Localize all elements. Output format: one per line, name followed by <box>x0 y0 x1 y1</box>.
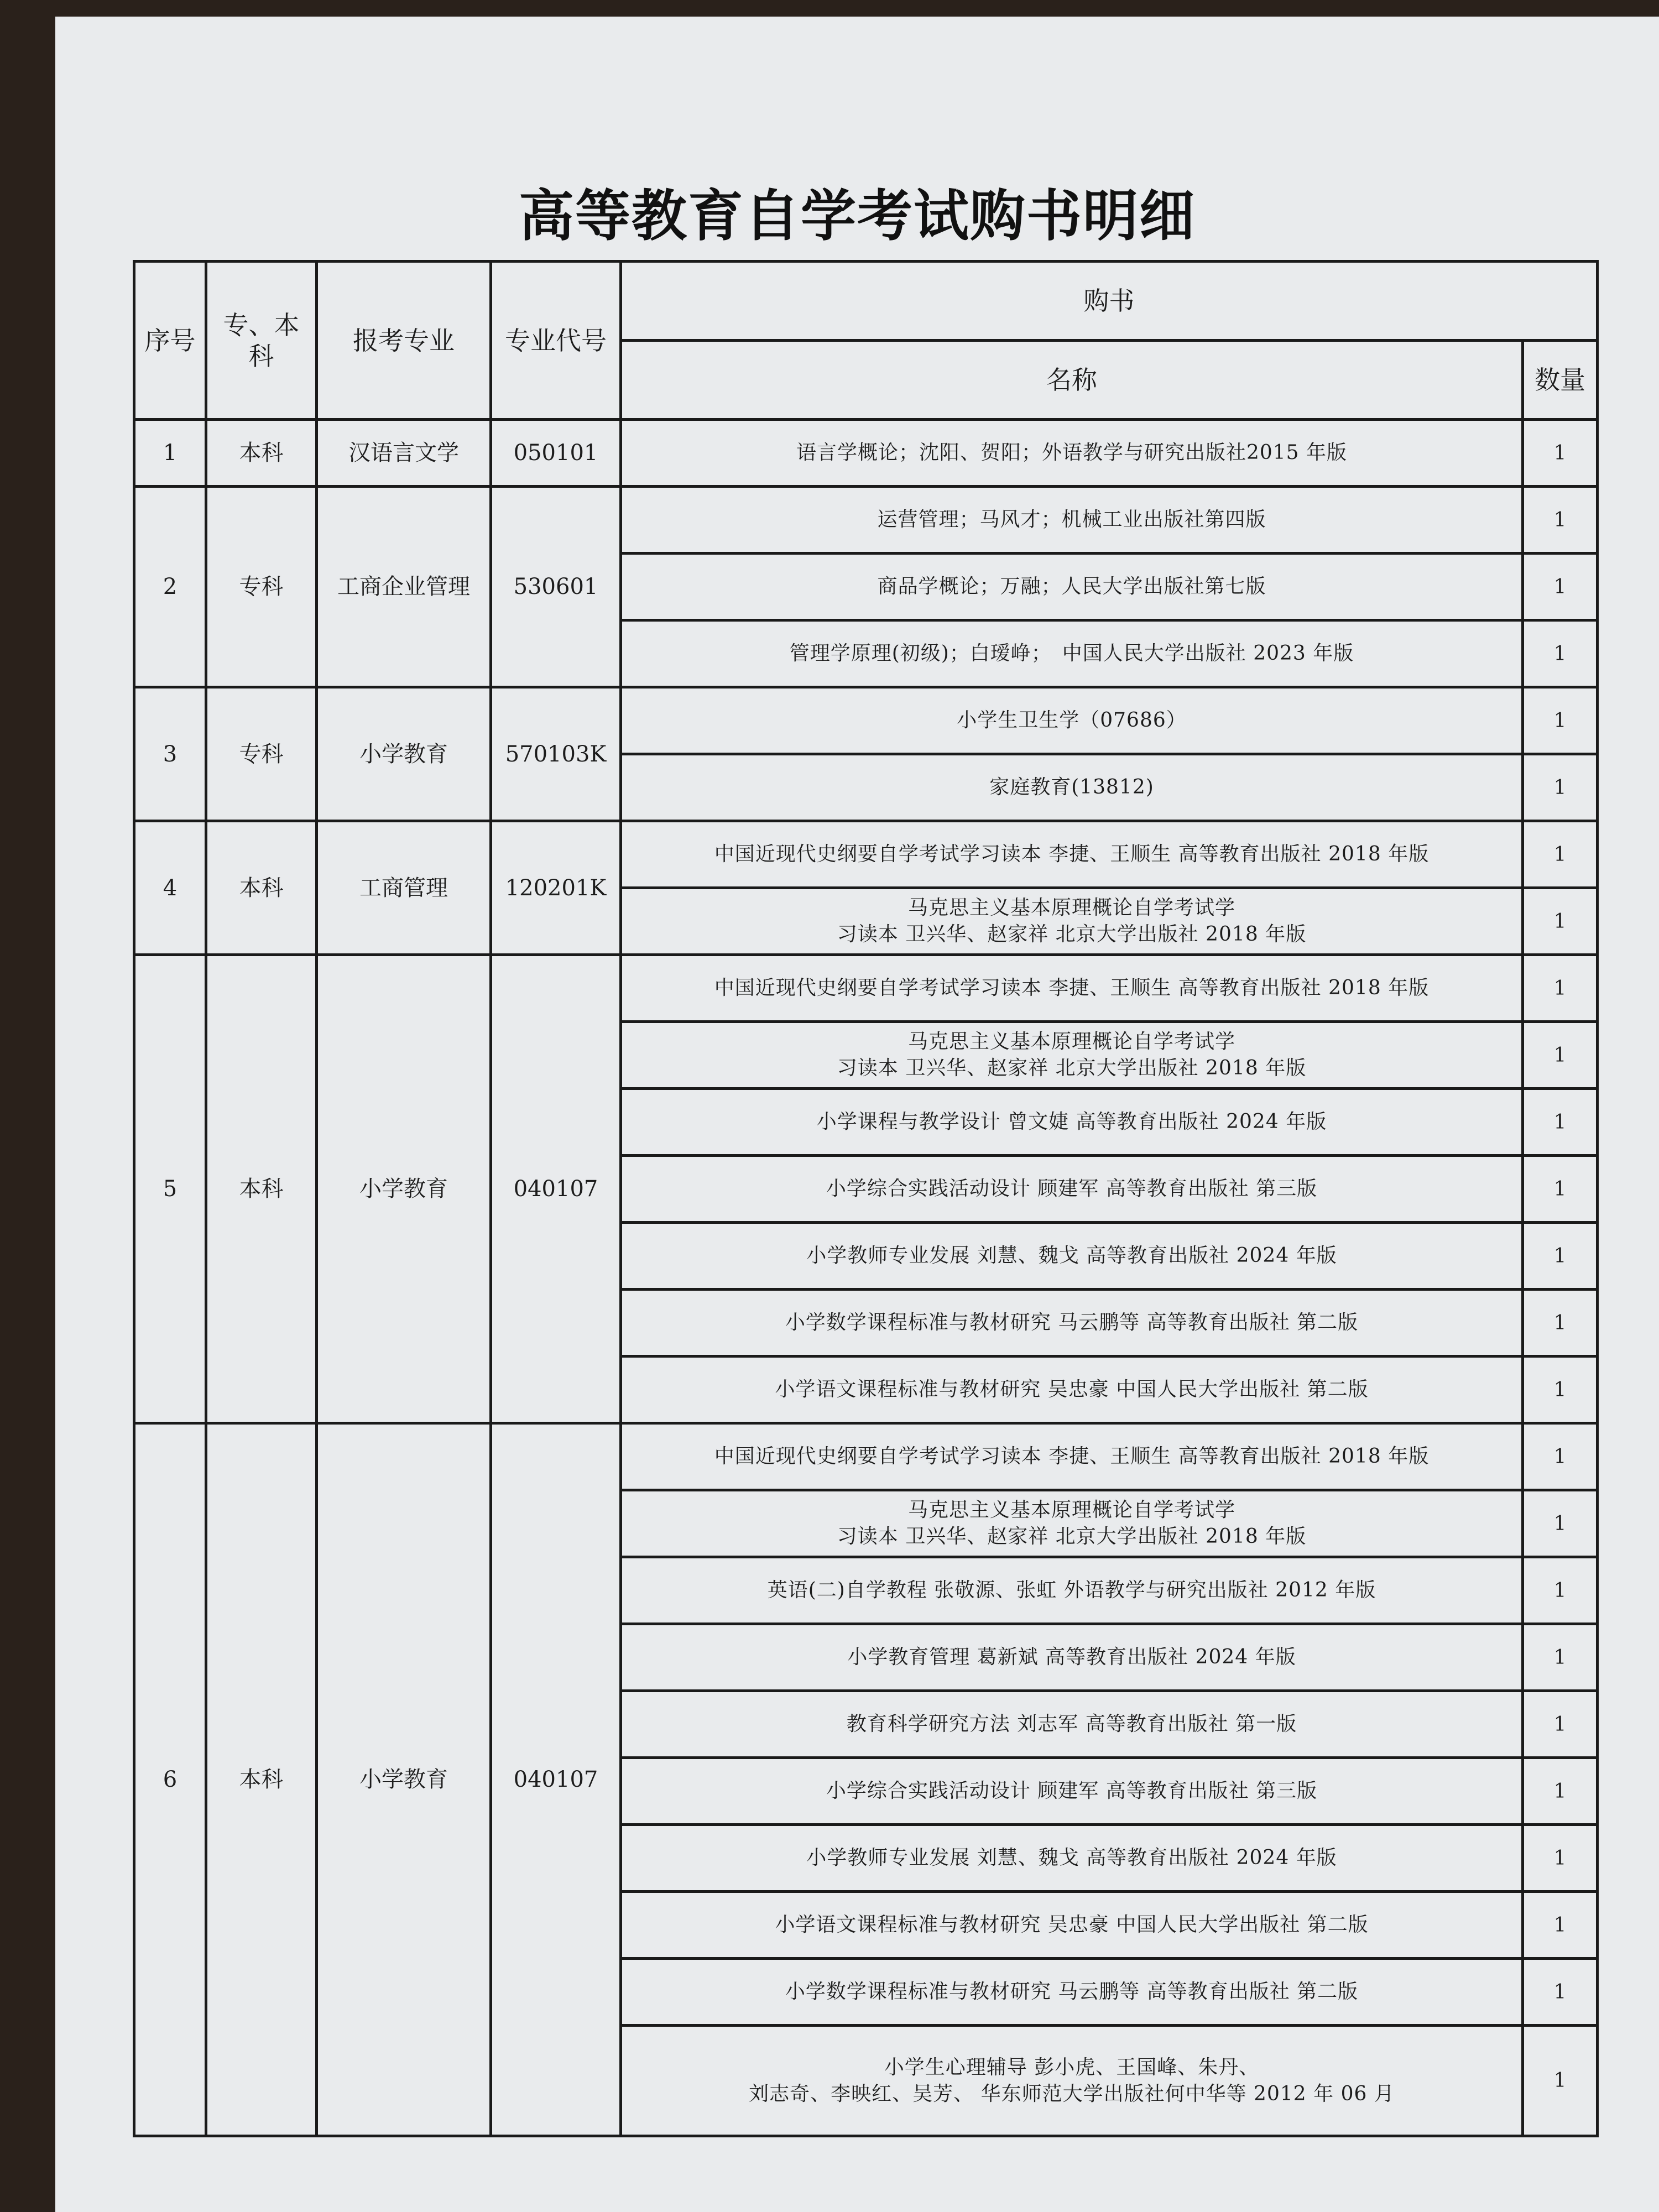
code-cell: 120201K <box>491 821 621 955</box>
book-qty-cell: 1 <box>1523 1156 1598 1223</box>
book-name-cell: 小学综合实践活动设计 顾建军 高等教育出版社 第三版 <box>621 1758 1523 1825</box>
book-qty-cell: 1 <box>1523 1022 1598 1089</box>
book-qty-cell: 1 <box>1523 420 1598 487</box>
book-name-cell: 小学教师专业发展 刘慧、魏戈 高等教育出版社 2024 年版 <box>621 1223 1523 1290</box>
book-qty-cell: 1 <box>1523 1758 1598 1825</box>
book-qty-cell: 1 <box>1523 1423 1598 1490</box>
book-name-cell: 中国近现代史纲要自学考试学习读本 李捷、王顺生 高等教育出版社 2018 年版 <box>621 1423 1523 1490</box>
level-cell: 专科 <box>206 487 317 687</box>
book-qty-cell: 1 <box>1523 2026 1598 2136</box>
major-cell: 小学教育 <box>317 1423 491 2136</box>
table-body <box>134 420 1598 2136</box>
book-name-cell: 小学生卫生学（07686） <box>621 687 1523 754</box>
seq-cell: 4 <box>134 821 206 955</box>
level-cell: 本科 <box>206 955 317 1423</box>
book-name-cell: 商品学概论；万融；人民大学出版社第七版 <box>621 554 1523 620</box>
book-name-cell: 小学综合实践活动设计 顾建军 高等教育出版社 第三版 <box>621 1156 1523 1223</box>
major-cell: 汉语言文学 <box>317 420 491 487</box>
level-cell: 本科 <box>206 420 317 487</box>
seq-cell: 2 <box>134 487 206 687</box>
table-row <box>134 955 1598 1022</box>
table-row <box>134 420 1598 487</box>
book-qty-cell: 1 <box>1523 1290 1598 1357</box>
book-name-cell: 马克思主义基本原理概论自学考试学 习读本 卫兴华、赵家祥 北京大学出版社 2018 年版 <box>621 888 1523 955</box>
major-cell: 工商企业管理 <box>317 487 491 687</box>
major-cell: 小学教育 <box>317 955 491 1423</box>
book-qty-cell: 1 <box>1523 1490 1598 1557</box>
book-qty-cell: 1 <box>1523 1825 1598 1892</box>
header-major: 报考专业 <box>317 262 491 420</box>
book-name-cell: 小学语文课程标准与教材研究 吴忠豪 中国人民大学出版社 第二版 <box>621 1357 1523 1423</box>
book-name-cell: 小学生心理辅导 彭小虎、王国峰、朱丹、 刘志奇、李映红、吴芳、 华东师范大学出版社何中华等 2012 年 06 月 <box>621 2026 1523 2136</box>
level-cell: 本科 <box>206 1423 317 2136</box>
book-qty-cell: 1 <box>1523 1557 1598 1624</box>
book-qty-cell: 1 <box>1523 620 1598 687</box>
major-cell: 工商管理 <box>317 821 491 955</box>
book-qty-cell: 1 <box>1523 1223 1598 1290</box>
book-name-cell: 小学教师专业发展 刘慧、魏戈 高等教育出版社 2024 年版 <box>621 1825 1523 1892</box>
book-qty-cell: 1 <box>1523 888 1598 955</box>
seq-cell: 5 <box>134 955 206 1423</box>
seq-cell: 3 <box>134 687 206 821</box>
book-qty-cell: 1 <box>1523 554 1598 620</box>
book-name-cell: 小学教育管理 葛新斌 高等教育出版社 2024 年版 <box>621 1624 1523 1691</box>
book-name-cell: 小学数学课程标准与教材研究 马云鹏等 高等教育出版社 第二版 <box>621 1290 1523 1357</box>
book-qty-cell: 1 <box>1523 1959 1598 2026</box>
book-name-cell: 中国近现代史纲要自学考试学习读本 李捷、王顺生 高等教育出版社 2018 年版 <box>621 955 1523 1022</box>
book-qty-cell: 1 <box>1523 1892 1598 1959</box>
book-purchase-table <box>133 260 1599 2137</box>
book-qty-cell: 1 <box>1523 487 1598 554</box>
book-name-cell: 马克思主义基本原理概论自学考试学 习读本 卫兴华、赵家祥 北京大学出版社 2018 年版 <box>621 1490 1523 1557</box>
book-name-cell: 语言学概论；沈阳、贺阳；外语教学与研究出版社2015 年版 <box>621 420 1523 487</box>
book-name-cell: 家庭教育(13812) <box>621 754 1523 821</box>
book-name-cell: 小学课程与教学设计 曾文婕 高等教育出版社 2024 年版 <box>621 1089 1523 1156</box>
seq-cell: 6 <box>134 1423 206 2136</box>
code-cell: 530601 <box>491 487 621 687</box>
book-name-cell: 小学语文课程标准与教材研究 吴忠豪 中国人民大学出版社 第二版 <box>621 1892 1523 1959</box>
header-seq: 序号 <box>134 262 206 420</box>
book-qty-cell: 1 <box>1523 955 1598 1022</box>
book-qty-cell: 1 <box>1523 1691 1598 1758</box>
header-level: 专、本科 <box>206 262 317 420</box>
book-name-cell: 管理学原理(初级)；白瑷峥； 中国人民大学出版社 2023 年版 <box>621 620 1523 687</box>
document-title: 高等教育自学考试购书明细 <box>519 184 1196 248</box>
table-row <box>134 687 1598 754</box>
book-name-cell: 教育科学研究方法 刘志军 高等教育出版社 第一版 <box>621 1691 1523 1758</box>
book-name-cell: 运营管理；马风才；机械工业出版社第四版 <box>621 487 1523 554</box>
header-purchase: 购书 <box>621 262 1598 341</box>
book-qty-cell: 1 <box>1523 754 1598 821</box>
book-name-cell: 中国近现代史纲要自学考试学习读本 李捷、王顺生 高等教育出版社 2018 年版 <box>621 821 1523 888</box>
level-cell: 本科 <box>206 821 317 955</box>
header-book-qty: 数量 <box>1523 341 1598 420</box>
header-code: 专业代号 <box>491 262 621 420</box>
table-row <box>134 1423 1598 1490</box>
table-row <box>134 821 1598 888</box>
code-cell: 050101 <box>491 420 621 487</box>
book-name-cell: 小学数学课程标准与教材研究 马云鹏等 高等教育出版社 第二版 <box>621 1959 1523 2026</box>
level-cell: 专科 <box>206 687 317 821</box>
table-row <box>134 487 1598 554</box>
book-name-cell: 马克思主义基本原理概论自学考试学 习读本 卫兴华、赵家祥 北京大学出版社 2018 年版 <box>621 1022 1523 1089</box>
book-name-cell: 英语(二)自学教程 张敬源、张虹 外语教学与研究出版社 2012 年版 <box>621 1557 1523 1624</box>
book-qty-cell: 1 <box>1523 821 1598 888</box>
code-cell: 040107 <box>491 1423 621 2136</box>
major-cell: 小学教育 <box>317 687 491 821</box>
book-qty-cell: 1 <box>1523 687 1598 754</box>
code-cell: 040107 <box>491 955 621 1423</box>
seq-cell: 1 <box>134 420 206 487</box>
book-qty-cell: 1 <box>1523 1089 1598 1156</box>
book-qty-cell: 1 <box>1523 1624 1598 1691</box>
table-header <box>134 262 1598 420</box>
document-page <box>55 17 1659 2212</box>
code-cell: 570103K <box>491 687 621 821</box>
header-book-name: 名称 <box>621 341 1523 420</box>
book-qty-cell: 1 <box>1523 1357 1598 1423</box>
